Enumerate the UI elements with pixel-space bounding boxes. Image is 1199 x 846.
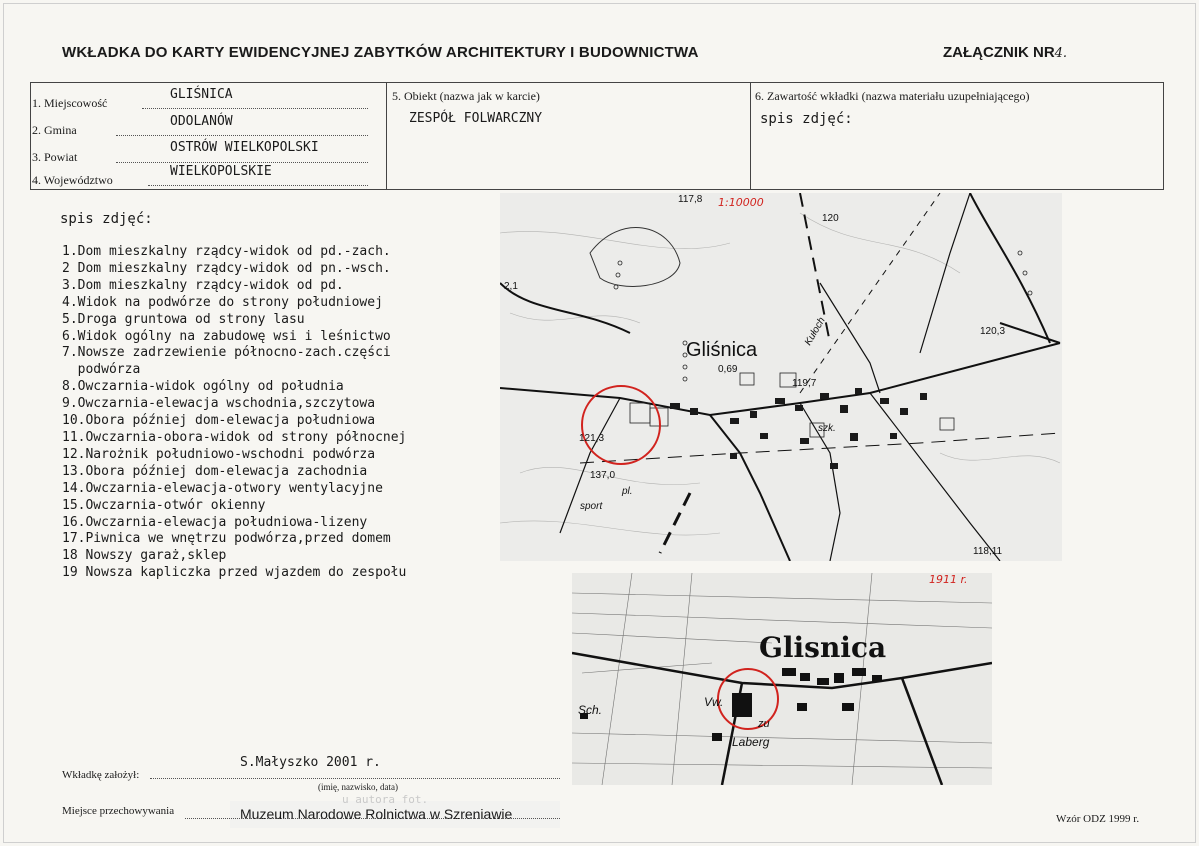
photo-list-item: 18 Nowszy garaż,sklep xyxy=(62,548,227,564)
photo-list-item: 4.Widok na podwórze do strony południowej xyxy=(62,294,383,310)
photo-list-item: 15.Owczarnia-otwór okienny xyxy=(62,497,266,513)
field-value-voivodeship: WIELKOPOLSKIE xyxy=(170,164,272,179)
map-elevation-label: 121,3 xyxy=(579,433,605,444)
field-label-commune: 2. Gmina xyxy=(32,123,77,137)
pattern-label: Wzór ODZ 1999 r. xyxy=(1056,813,1140,825)
storage-value: Muzeum Narodowe Rolnictwa w Szreniawie xyxy=(240,806,513,822)
photo-list-item: 11.Owczarnia-obora-widok od strony północnej xyxy=(62,429,407,445)
field-line xyxy=(148,185,368,186)
field-line xyxy=(142,108,368,109)
photo-list-title: spis zdjęć: xyxy=(60,211,153,227)
storage-line xyxy=(185,818,560,819)
map-elevation-label: 137,0 xyxy=(590,470,616,481)
map-label: Sch. xyxy=(578,703,603,717)
map-contour-label: 2,1 xyxy=(504,281,518,292)
photo-list-item: 17.Piwnica we wnętrzu podwórza,przed domem xyxy=(62,531,391,547)
photo-list-item: 16.Owczarnia-elewacja południowa-lizeny xyxy=(62,514,368,530)
map-elevation-label: 120,3 xyxy=(980,326,1006,337)
historic-map-1911 xyxy=(572,573,992,785)
map-elevation-label: 117,8 xyxy=(678,194,703,205)
photo-list-item: podwórza xyxy=(62,362,141,378)
field-value-locality: GLIŚNICA xyxy=(170,87,233,102)
field-label-voivodeship: 4. Województwo xyxy=(32,173,113,187)
storage-label: Miejsce przechowywania xyxy=(62,805,175,817)
author-line xyxy=(150,778,560,779)
photo-list-item: 5.Droga gruntowa od strony lasu xyxy=(62,311,305,327)
map-school-label: szk. xyxy=(818,423,836,434)
map-elevation-label: 119,7 xyxy=(792,378,817,389)
photo-list xyxy=(62,244,406,582)
topographic-map-1-10000 xyxy=(500,193,1062,561)
map-sport-label: sport xyxy=(580,501,603,512)
document-title: WKŁADKA DO KARTY EWIDENCYJNEJ ZABYTKÓW ARCHITEKTURY I BUDOWNICTWA xyxy=(62,44,699,61)
photo-list-item: 13.Obora później dom-elewacja zachodnia xyxy=(62,463,368,479)
photo-list-item: 3.Dom mieszkalny rządcy-widok od pd. xyxy=(62,277,344,293)
photo-list-item: 2 Dom mieszkalny rządcy-widok od pn.-wsch. xyxy=(62,260,391,276)
map-scale-label: 1:10000 xyxy=(718,196,764,209)
field-line xyxy=(116,162,368,163)
field-label-locality: 1. Miejscowość xyxy=(32,96,108,110)
photo-list-item: 8.Owczarnia-widok ogólny od południa xyxy=(62,379,344,395)
annex-value: 4. xyxy=(1054,46,1068,61)
photo-list-item: 19 Nowsza kapliczka przed wjazdem do zespołu xyxy=(62,565,407,581)
field-value-object: ZESPÓŁ FOLWARCZNY xyxy=(409,111,543,126)
field-label-district: 3. Powiat xyxy=(32,150,78,164)
field-line xyxy=(116,135,368,136)
author-value: S.Małyszko 2001 r. xyxy=(240,755,381,770)
photo-list-item: 9.Owczarnia-elewacja wschodnia,szczytowa xyxy=(62,396,376,412)
map-year-label: 1911 r. xyxy=(929,573,968,586)
field-label-object: 5. Obiekt (nazwa jak w karcie) xyxy=(392,89,540,103)
column-divider xyxy=(750,83,751,189)
annex-label: ZAŁĄCZNIK NR xyxy=(943,44,1055,61)
map-drawing xyxy=(572,573,992,785)
annex-number xyxy=(943,44,1067,61)
field-value-district: OSTRÓW WIELKOPOLSKI xyxy=(170,140,319,155)
map-label: Laberg xyxy=(732,735,770,749)
photo-list-item: 7.Nowsze zadrzewienie północno-zach.części xyxy=(62,345,391,361)
map-label: Vw. xyxy=(704,695,724,709)
map-road-label: Kułoch xyxy=(802,315,828,348)
author-label: Wkładkę założył: xyxy=(62,769,140,781)
map-place-name: Glisnica xyxy=(759,631,887,664)
map-label: zu xyxy=(758,718,770,730)
map-area-label: 0,69 xyxy=(718,364,738,375)
map-elevation-label: 118,11 xyxy=(973,546,1003,557)
photo-list-item: 12.Narożnik południowo-wschodni podwórza xyxy=(62,446,376,462)
map-sport-label: pl. xyxy=(622,486,633,497)
column-divider xyxy=(386,83,387,189)
map-contour-label: 120 xyxy=(822,213,839,224)
photo-list-item: 14.Owczarnia-elewacja-otwory wentylacyjne xyxy=(62,480,383,496)
photo-list-item: 6.Widok ogólny na zabudowę wsi i leśnictwo xyxy=(62,328,391,344)
photo-list-item: 1.Dom mieszkalny rządcy-widok od pd.-zach. xyxy=(62,244,391,259)
field-value-commune: ODOLANÓW xyxy=(170,114,233,129)
author-hint: (imię, nazwisko, data) xyxy=(318,782,398,792)
field-label-contents: 6. Zawartość wkładki (nazwa materiału uzupełniającego) xyxy=(755,89,1030,103)
storage-ghost-text: u autora fot. xyxy=(342,793,429,806)
map-place-name: Gliśnica xyxy=(686,339,758,361)
field-value-contents: spis zdjęć: xyxy=(760,111,853,127)
photo-list-item: 10.Obora później dom-elewacja południowa xyxy=(62,413,376,429)
